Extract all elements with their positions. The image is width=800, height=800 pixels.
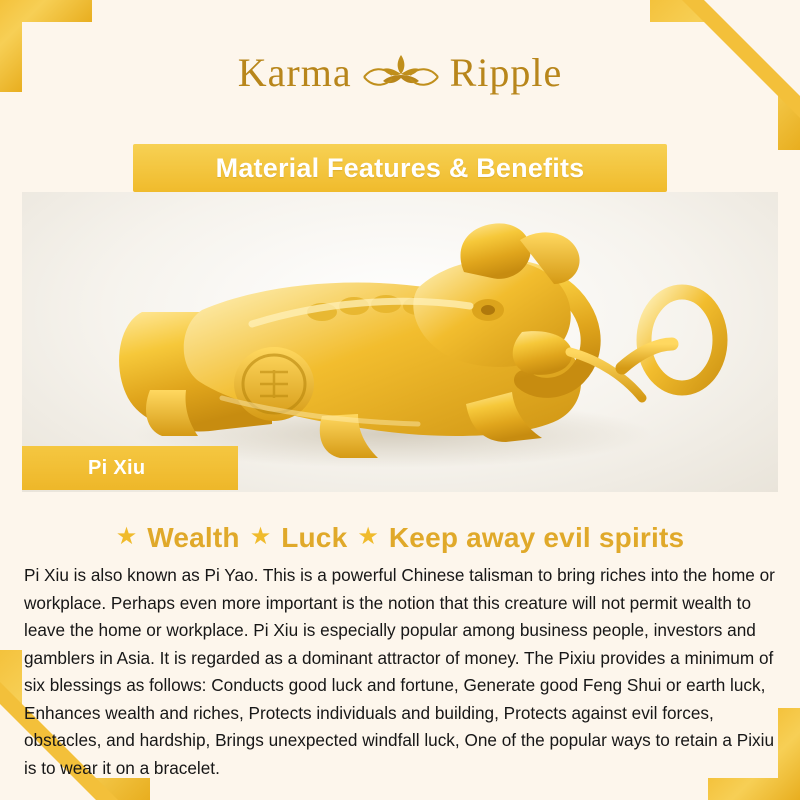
star-icon: ★ (115, 523, 138, 550)
brand-name-left: Karma (237, 49, 352, 95)
product-caption-tag (22, 446, 238, 490)
section-title-bar (133, 144, 667, 192)
description-paragraph: Pi Xiu is also known as Pi Yao. This is a powerful Chinese talisman to bring riches into the home or workplace. Perhaps even more important is the notion that this creature will not permit wealth to leave the home or workplace. Pi Xiu is especially popular among business people, investors and gamblers in Asia. It is regarded as a dominant attractor of money. The Pixiu provides a minimum of six blessings as follows: Conducts good luck and fortune, Generate good Feng Shui or earth luck, Enhances wealth and riches, Protects individuals and building, Protects against evil forces, obstacles, and hardship, Brings unexpected windfall luck, One of the popular ways to retain a Pixiu is to wear it on a bracelet. (24, 565, 775, 778)
star-icon: ★ (357, 523, 379, 550)
benefit-label-wealth: Wealth (147, 522, 240, 553)
brand-header (0, 28, 800, 116)
benefit-label-luck: Luck (281, 522, 348, 553)
lotus-flower-icon (362, 45, 440, 99)
brand-name-right: Ripple (449, 49, 563, 95)
page-title: Material Features & Benefits (215, 152, 585, 183)
benefit-label-evil-spirits: Keep away evil spirits (388, 522, 685, 553)
brand-logo (238, 45, 563, 99)
star-icon: ★ (249, 523, 272, 550)
product-caption-label: Pi Xiu (88, 456, 146, 479)
benefits-headline (0, 522, 800, 554)
